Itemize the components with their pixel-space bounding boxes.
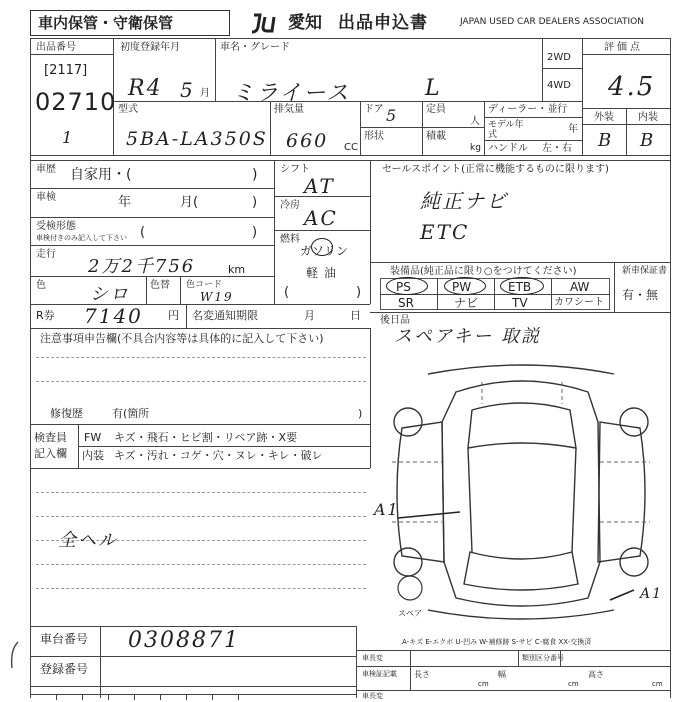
first-registration-label: 初度登録年月 — [120, 42, 180, 53]
category-label: 類別区分番号 — [522, 654, 564, 662]
car-name: ミライース — [232, 81, 351, 106]
equip-navi: ナビ — [454, 296, 479, 310]
equip-circle-etb — [500, 277, 544, 295]
ju-logo — [250, 11, 290, 35]
sales-points-label: セールスポイント(正常に機能するものに限ります) — [382, 164, 609, 175]
fuel-close: ) — [356, 285, 362, 300]
shift-value: AT — [304, 174, 335, 198]
change-record-label: 車検証記載 — [362, 670, 397, 678]
type-label: 型式 — [118, 104, 138, 115]
doors-value: 5 — [386, 106, 399, 125]
inspector-label-2: 記入欄 — [34, 447, 67, 460]
capacity-label: 定員 — [426, 104, 446, 115]
acceptance-note: 車検付きのみ記入して下さい — [36, 234, 127, 242]
chg-label-1: 車長変 — [362, 654, 383, 662]
equipment-label: 装備品(純正品に限り○をつけてください) — [390, 266, 577, 277]
displacement-value: 660 — [286, 130, 329, 152]
load-unit: kg — [470, 143, 481, 153]
inspection-year: 年 — [118, 195, 132, 210]
sales-point-line1: 純正ナビ — [420, 189, 508, 213]
ac-label: 冷房 — [280, 200, 300, 211]
brand-name: 愛知 — [288, 13, 322, 33]
inspection-label: 車検 — [36, 192, 56, 203]
car-name-label: 車名・グレード — [220, 42, 290, 53]
inspection-month: 月( — [180, 195, 199, 210]
registration-month-unit: 月 — [200, 88, 210, 99]
height-label: 高さ — [588, 670, 604, 679]
inspector-fw: FW — [84, 431, 102, 444]
acceptance-open: ( — [140, 225, 146, 240]
equip-ps: PS — [396, 280, 411, 294]
equip-circle-pw — [444, 277, 486, 295]
form-title: 出品申込書 — [338, 13, 428, 33]
notice-day: 日 — [350, 309, 361, 322]
exterior-label: 外装 — [594, 112, 614, 123]
aftermarket-label: 後日品 — [380, 315, 410, 326]
color-code-value: W19 — [200, 290, 234, 304]
inspection-close: ) — [252, 195, 258, 210]
car-diagram-outline — [372, 352, 670, 632]
recycle-unit: 円 — [168, 309, 179, 322]
height-unit: cm — [652, 680, 663, 688]
length-unit: cm — [478, 680, 489, 688]
spare-label: スペア — [398, 609, 422, 618]
shape-label: 形状 — [364, 131, 384, 142]
damage-mark-right: A1 — [640, 586, 664, 602]
repair-history-close: ) — [358, 407, 363, 420]
new-warranty-label: 新車保証書 — [622, 266, 668, 276]
equip-sr: SR — [398, 296, 414, 310]
equip-pw: PW — [452, 280, 472, 294]
repair-history-value: 有(箇所 — [112, 407, 150, 420]
load-label: 積載 — [426, 131, 446, 142]
registration-month: 5 — [180, 78, 195, 102]
width-label: 幅 — [498, 670, 506, 679]
association-name: JAPAN USED CAR DEALERS ASSOCIATION — [460, 17, 644, 27]
damage-legend: A-キズ E-エクボ U-凹み W-補修跡 S-サビ C-腐食 XX-交換済 — [402, 638, 592, 646]
fuel-diesel: 軽油 — [306, 266, 343, 280]
color-label: 色 — [36, 280, 46, 291]
notes-label: 注意事項申告欄(不具合内容等は具体的に記入して下さい) — [40, 332, 324, 345]
lot-number: 02710 — [35, 88, 117, 116]
equip-kawa-seat: カワシート — [554, 297, 604, 308]
inspector-interior-items: キズ・汚れ・コゲ・穴・ヌレ・キレ・破レ — [114, 449, 323, 462]
ju-logo-icon — [250, 11, 290, 35]
inspector-interior: 内装 — [82, 449, 104, 462]
equip-tv: TV — [512, 296, 528, 310]
handle-label: ハンドル — [488, 143, 528, 154]
car-diagram — [372, 352, 670, 632]
mileage-label: 走行 — [36, 249, 56, 260]
lot-bracket-code: [2117] — [44, 63, 88, 78]
model-year-unit: 年 — [568, 124, 578, 135]
drive-2wd: 2WD — [547, 52, 571, 63]
new-warranty-value: 有・無 — [622, 288, 659, 302]
color-value: シロ — [90, 284, 130, 305]
length-label: 長さ — [414, 670, 430, 679]
acceptance-close: ) — [252, 225, 258, 240]
doors-label: ドア — [364, 104, 384, 115]
history-label: 車歴 — [36, 164, 56, 175]
storage-title: 車内保管・守衛保管 — [38, 14, 174, 32]
car-grade: L — [425, 76, 442, 101]
exterior-grade: B — [598, 130, 614, 151]
chassis-label: 車台番号 — [40, 632, 89, 646]
aftermarket-value: スペアキー 取説 — [394, 326, 542, 347]
margin-pen-mark — [6, 640, 22, 670]
equip-etb: ETB — [508, 280, 532, 294]
color-change-label: 色替 — [150, 280, 170, 291]
history-close: ) — [252, 167, 258, 183]
chassis-number: 0308871 — [128, 628, 240, 653]
equip-aw: AW — [570, 280, 590, 294]
score-label: 評価点 — [604, 42, 643, 53]
recycle-value: 7140 — [84, 304, 143, 328]
equip-circle-ps — [386, 277, 428, 295]
lot-sub-number: 1 — [62, 128, 75, 147]
capacity-unit: 人 — [470, 116, 480, 127]
damage-mark-left: A1 — [374, 500, 400, 519]
registration-number-label: 登録番号 — [40, 662, 89, 676]
color-code-label: 色コード — [186, 280, 223, 290]
acceptance-label: 受検形態 — [36, 221, 76, 232]
registration-era-year: R4 — [128, 76, 163, 101]
mileage-value: 2万2千756 — [88, 256, 196, 277]
width-unit: cm — [568, 680, 579, 688]
history-value: 自家用・( — [70, 167, 132, 183]
repair-history-label: 修復歴 — [50, 407, 83, 420]
notice-label: 名変通知期限 — [192, 309, 258, 322]
inspector-label-1: 検査員 — [34, 431, 67, 444]
dealer-label: ディーラー・並行 — [488, 104, 568, 115]
displacement-unit: CC — [344, 142, 358, 153]
displacement-label: 排気量 — [274, 104, 304, 115]
mileage-unit: km — [228, 263, 246, 276]
notice-month: 月 — [304, 309, 315, 322]
handle-value: 左・右 — [542, 143, 572, 154]
drive-4wd: 4WD — [547, 80, 571, 91]
model-year-label: モデル年式 — [488, 120, 524, 140]
inspector-fw-items: キズ・飛石・ヒビ割・リペア跡・X要 — [114, 431, 298, 444]
interior-label: 内装 — [638, 112, 658, 123]
ac-value: AC — [304, 206, 338, 230]
type-value: 5BA-LA350S — [126, 128, 268, 150]
recycle-label: R券 — [36, 309, 55, 322]
inspector-handwritten-note: 全ヘル — [58, 530, 118, 551]
sales-point-line2: ETC — [420, 220, 470, 244]
fuel-gasoline: ガソリン — [300, 244, 349, 258]
interior-grade: B — [640, 130, 656, 151]
shift-label: シフト — [280, 164, 310, 175]
fuel-open: ( — [284, 285, 290, 300]
chg-label-2: 車長変 — [362, 692, 383, 700]
fuel-label: 燃料 — [280, 234, 300, 245]
lot-number-label: 出品番号 — [36, 42, 76, 53]
score-value: 4.5 — [608, 72, 656, 102]
